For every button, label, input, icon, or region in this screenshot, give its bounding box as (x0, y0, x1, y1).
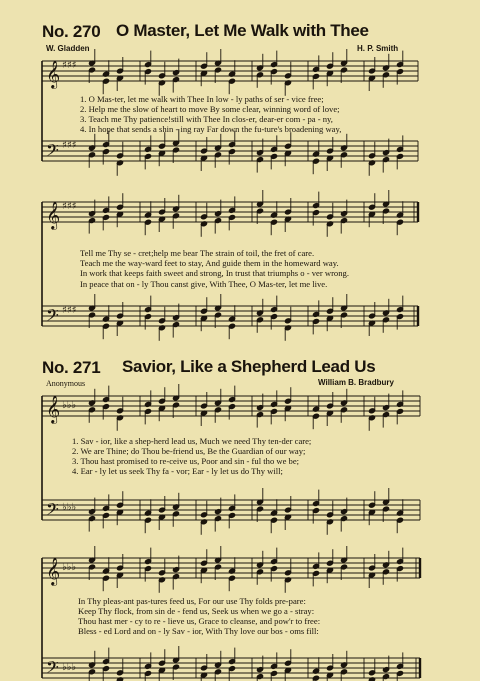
hymn-270-verse-1-line-1: 1. O Mas-ter, let me walk with Thee In low - ly paths of ser - vice free; (80, 94, 324, 104)
hymn-271-verse-4-line-1: 4. Ear - ly let us seek Thy fa - vor; Ear - ly let us do Thy will; (72, 466, 283, 476)
hymn-271-verse-2-line-1: 2. We are Thine; do Thou be-friend us, Be the Guardian of our way; (72, 446, 306, 456)
svg-text:♯♯♯: ♯♯♯ (62, 140, 77, 151)
treble-clef-icon: 𝄞 (46, 60, 61, 88)
svg-text:♯♯♯: ♯♯♯ (62, 305, 77, 316)
svg-text:♭♭♭: ♭♭♭ (62, 662, 77, 673)
hymn-271-verse-3-line-2: Thou hast mer - cy to re - lieve us, Grace to cleanse, and pow'r to free: (78, 616, 321, 626)
svg-text:♭♭♭: ♭♭♭ (62, 502, 77, 513)
hymn-271-verse-2-line-2: Keep Thy flock, from sin de - fend us, Seek us when we go a - stray: (78, 606, 315, 616)
hymn-270-verse-4-line-2: In peace that on - ly Thou canst give, With Thee, O Mas-ter, let me live. (80, 279, 328, 289)
bass-clef-icon: 𝄢 (46, 657, 59, 681)
hymn-270-verse-3-line-2: In work that keeps faith sweet and strong, In trust that triumphs o - ver wrong. (80, 268, 349, 278)
hymn-271-verse-1-line-2: In Thy pleas-ant pas-tures feed us, For our use Thy folds pre-pare: (78, 596, 306, 606)
hymn-271-title: Savior, Like a Shepherd Lead Us (122, 357, 376, 376)
treble-clef-icon: 𝄞 (46, 557, 61, 585)
svg-text:♯♯♯: ♯♯♯ (62, 60, 77, 71)
hymn-270-verse-1-line-2: Tell me Thy se - cret;help me bear The strain of toil, the fret of care. (80, 248, 315, 258)
treble-clef-icon: 𝄞 (46, 395, 61, 423)
hymn-270-number: No. 270 (42, 22, 101, 41)
bass-clef-icon: 𝄢 (46, 499, 59, 523)
bass-clef-icon: 𝄢 (46, 305, 59, 329)
hymn-270-verse-4-line-1: 4. In hope that sends a shin - ing ray Far down the fu-ture's broadening way, (80, 124, 342, 134)
hymn-271-verse-1-line-1: 1. Sav - ior, like a shep-herd lead us, Much we need Thy ten-der care; (72, 436, 312, 446)
hymn-271-composer: William B. Bradbury (318, 378, 394, 387)
hymn-271-verse-3-line-1: 3. Thou hast promised to re-ceive us, Poor and sin - ful tho we be; (72, 456, 300, 466)
hymn-271-number: No. 271 (42, 358, 101, 377)
hymn-270-verse-2-line-2: Teach me the way-ward feet to stay, And guide them in the homeward way. (80, 258, 339, 268)
hymn-270-title: O Master, Let Me Walk with Thee (116, 21, 369, 40)
svg-text:♭♭♭: ♭♭♭ (62, 400, 77, 411)
hymn-270-composer: H. P. Smith (357, 44, 399, 53)
svg-text:♯♯♯: ♯♯♯ (62, 201, 77, 212)
treble-clef-icon: 𝄞 (46, 201, 61, 229)
bass-clef-icon: 𝄢 (46, 140, 59, 164)
svg-text:♭♭♭: ♭♭♭ (62, 562, 77, 573)
hymn-271-lyricist: Anonymous (46, 379, 86, 388)
hymn-271-verse-4-line-2: Bless - ed Lord and on - ly Sav - ior, With Thy love our bos - oms fill: (78, 626, 319, 636)
hymn-270-lyricist: W. Gladden (46, 44, 90, 53)
hymn-270-verse-2-line-1: 2. Help me the slow of heart to move By some clear, winning word of love; (80, 104, 340, 114)
hymn-270-verse-3-line-1: 3. Teach me Thy patience!still with Thee In clos-er, dear-er com - pa - ny, (80, 114, 333, 124)
